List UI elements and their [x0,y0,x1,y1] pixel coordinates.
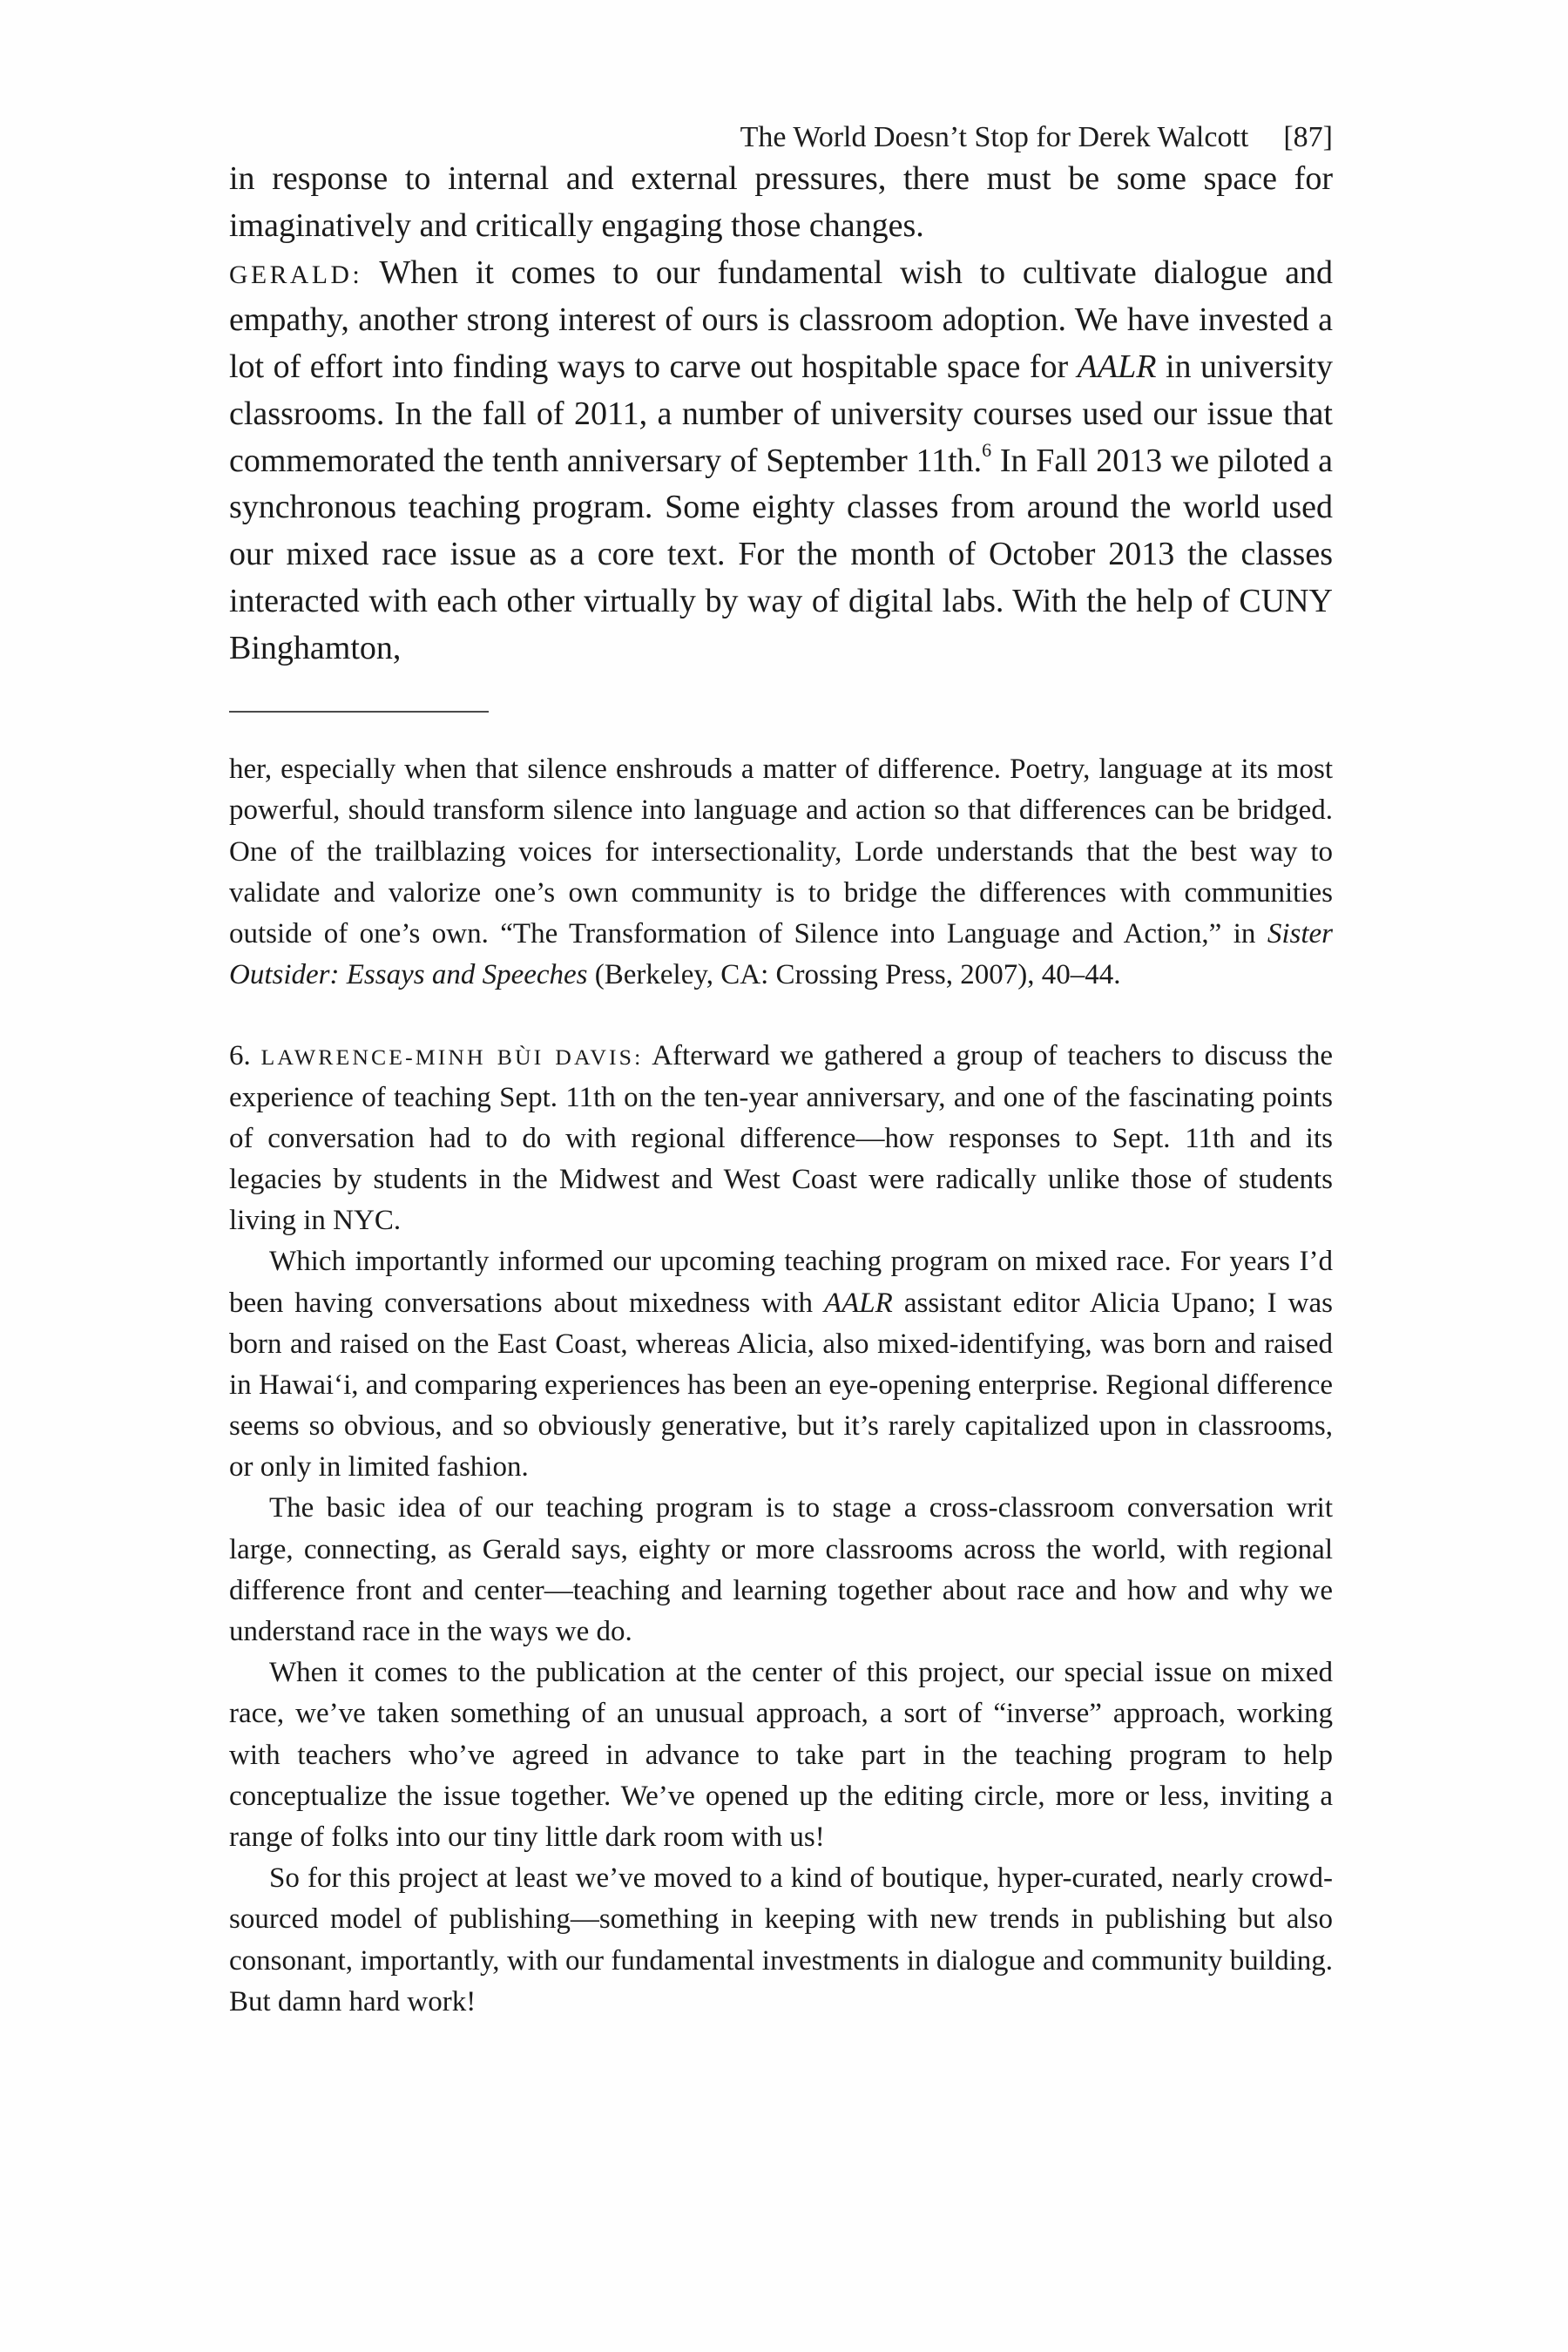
text-segment: LAWRENCE-MINH BÙI DAVIS: [260,1044,644,1071]
paragraph-gerald-turn [229,250,1333,673]
footnote-6-paragraph-1 [229,1036,1333,1241]
text-segment: AALR [1077,348,1157,385]
footnote-6-paragraph-4 [229,1652,1333,1858]
text-segment: Which importantly informed our upcoming teaching program on mixed race. For years I’d been having conversations about mixedness with [229,1246,1333,1319]
text-segment: GERALD: [229,260,363,289]
footnote-reference: 6 [982,438,992,461]
text-segment: AALR [823,1287,893,1319]
text-segment: The basic idea of our teaching program is to stage a cross-classroom conversation writ large, connecting, as Gerald says, eighty or more classrooms across the world, with regional difference front and center—teaching and learning together about race and how and why we understand race in the ways we do. [229,1492,1333,1648]
footnote-6-paragraph-5 [229,1858,1333,2023]
main-text [229,156,1333,672]
text-segment: 6. [229,1040,261,1072]
text-segment: in response to internal and external pressures, there must be some space for imaginatively and critically engaging those changes. [229,159,1333,244]
text-segment: In Fall 2013 we piloted a synchronous teaching program. Some eighty classes from around the world used our mixed race issue as a core text. For the month of October 2013 the classes interacted with each other virtually by way of digital labs. With the help of CUNY Binghamton, [229,442,1333,667]
footnote-5-continuation [229,749,1333,996]
text-segment: When it comes to our fundamental wish to cultivate dialogue and empathy, another strong interest of ours is classroom adoption. We have invested a lot of effort into finding ways to carve out hospitable space for [229,253,1333,385]
text-segment: Afterward we gathered a group of teachers to discuss the experience of teaching Sept. 11th on the ten-year anniversary, and one of the fascinating points of conversation had to do with regional difference—how responses to Sept. 11th and its legacies by students in the Midwest and West Coast were radically unlike those of students living in NYC. [229,1040,1333,1237]
text-segment: Sister Outsider: Essays and Speeches [229,918,1333,991]
footnote-6 [229,1036,1333,2023]
text-segment: When it comes to the publication at the center of this project, our special issue on mixed race, we’ve taken something of an unusual approach, a sort of “inverse” approach, working with teachers who’ve agreed in advance to take part in the teaching program to help conceptualize the issue together. We’ve opened up the editing circle, more or less, inviting a range of folks into our tiny little dark room with us! [229,1657,1333,1853]
text-segment: her, especially when that silence enshrouds a matter of difference. Poetry, language at its most powerful, should transform silence into language and action so that differences can be bridged. One of the trailblazing voices for intersectionality, Lorde understands that the best way to validate and valorize one’s own community is to bridge the differences with communities outside of one’s own. “The Transformation of Silence into Language and Action,” in [229,754,1333,950]
running-header-title: The World Doesn’t Stop for Derek Walcott [740,121,1249,153]
footnote-6-paragraph-2 [229,1241,1333,1488]
text-segment: assistant editor Alicia Upano; I was born and raised on the East Coast, whereas Alicia, also mixed-identifying, was born and raised in Hawai‘i, and comparing experiences has been an eye-opening enterprise. Regional difference seems so obvious, and so obviously generative, but it’s rarely capitalized upon in classrooms, or only in limited fashion. [229,1287,1333,1484]
text-segment: So for this project at least we’ve moved to a kind of boutique, hyper-curated, nearly crowd-sourced model of publishing—something in keeping with new trends in publishing but also consonant, importantly, with our fundamental investments in dialogue and community building. But damn hard work! [229,1862,1333,2017]
paragraph-continuation [229,156,1333,250]
footnotes-section [229,749,1333,2023]
footnote-separator [229,711,489,713]
text-segment: in university classrooms. In the fall of 2011, a number of university courses used our issue that commemorated the tenth anniversary of September 11th. [229,348,1333,479]
page-number: [87] [1283,121,1333,153]
text-segment: (Berkeley, CA: Crossing Press, 2007), 40–44. [587,959,1121,991]
footnote-6-paragraph-3 [229,1488,1333,1652]
running-header [229,120,1333,156]
